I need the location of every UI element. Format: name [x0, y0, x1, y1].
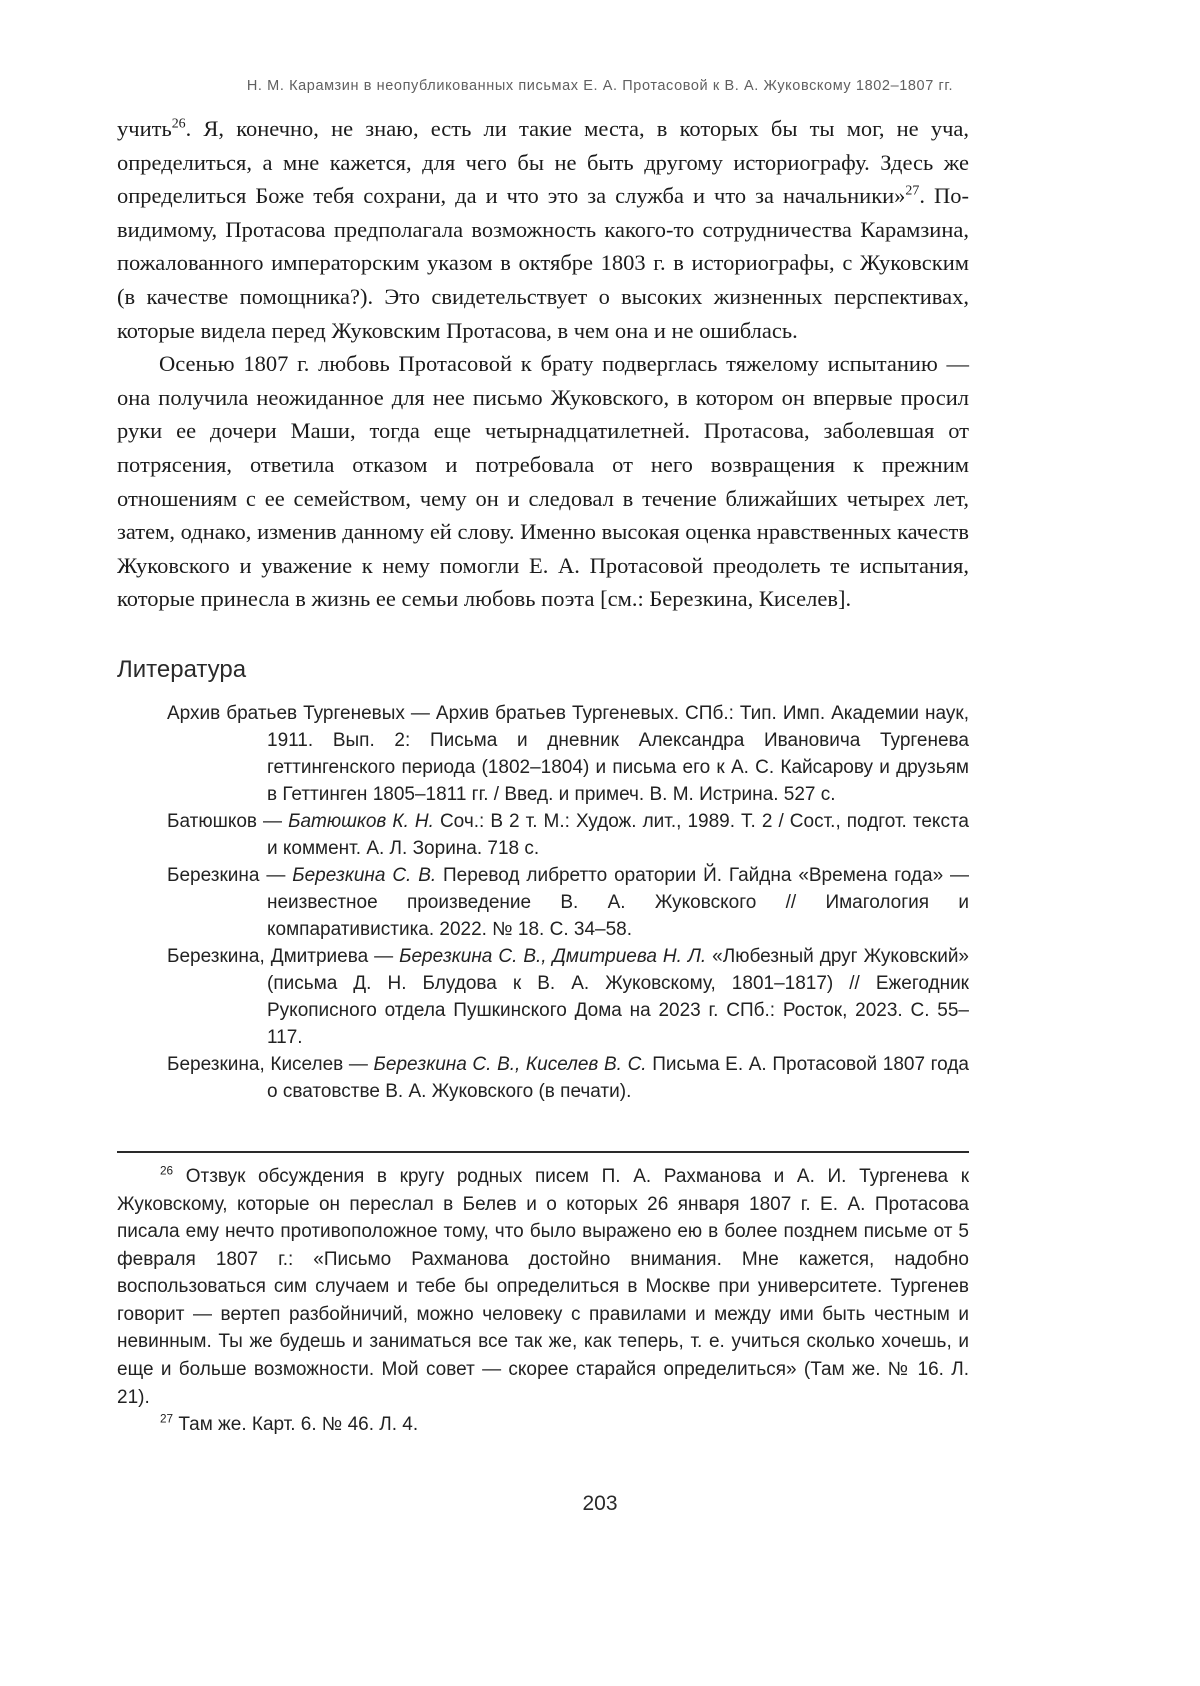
bib-entry-text: «Любезный друг Жуковский» (письма Д. Н. Блудова к В. А. Жуковскому, 1801–1817) // Ежегодник Рукописного отдела Пушкинского Дома на 2023 г. СПб.: Росток, 2023. С. 55–117.	[267, 945, 969, 1048]
paragraph-continuation	[117, 112, 969, 347]
bibliography-entry	[117, 808, 969, 862]
bib-entry-text: Соч.: В 2 т. М.: Худож. лит., 1989. Т. 2 / Сост., подгот. текста и коммент. А. Л. Зорина. 718 с.	[267, 810, 970, 859]
body-text: . По-видимому, Протасова предполагала возможность какого-то сотрудничества Карамзина, пожалованного императорским указом в октябре 1803 г. в историографы, с Жуковским (в качестве помощника?). Это свидетельствует о высоких жизненных перспективах, которые видела перед Жуковским Протасова, в чем она и не ошиблась.	[117, 183, 969, 343]
footnote-text: Там же. Карт. 6. № 46. Л. 4.	[178, 1414, 419, 1436]
footnote-26	[117, 1163, 969, 1411]
bib-entry-label: Березкина, Дмитриева —	[167, 945, 400, 967]
bib-entry-label: Архив братьев Тургеневых — Архив братьев Тургеневых. СПб.: Тип. Имп. Академии наук, 1911. Вып. 2: Письма и дневник Александра Ивановича Тургенева геттингенского периода (1802–1804) и письма его к А. С. Кайсарову и друзьям в Геттинген 1805–1811 гг. / Введ. и примеч. В. М. Истрина. 527 с.	[167, 702, 969, 805]
bib-entry-label: Батюшков —	[167, 810, 289, 832]
bibliography-list	[117, 700, 969, 1105]
footnote-ref-26: 26	[171, 116, 186, 132]
footnote-number: 27	[160, 1412, 174, 1426]
bib-entry-authors: Березкина С. В., Киселев В. С.	[373, 1053, 647, 1075]
body-text: учить	[117, 116, 172, 141]
running-header: Н. М. Карамзин в неопубликованных письмах Е. А. Протасовой к В. А. Жуковскому 1802–1807 гг.	[246, 78, 954, 94]
bib-entry-authors: Батюшков К. Н.	[288, 810, 434, 832]
paragraph: Осенью 1807 г. любовь Протасовой к брату подверглась тяжелому испытанию — она получила неожиданное для нее письмо Жуковского, в котором он впервые просил руки ее дочери Маши, тогда еще четырнадцатилетней. Протасова, заболевшая от потрясения, ответила отказом и потребовала от него возвращения к прежним отношениям с ее семейством, чему он и следовал в течение ближайших четырех лет, затем, однако, изменив данному ей слову. Именно высокая оценка нравственных качеств Жуковского и уважение к нему помогли Е. А. Протасовой преодолеть те испытания, которые принесла в жизнь ее семьи любовь поэта [см.: Березкина, Киселев].	[117, 351, 969, 612]
page-number: 203	[582, 1492, 618, 1515]
body-text: . Я, конечно, не знаю, есть ли такие места, в которых бы ты мог, не уча, определиться, а мне кажется, для чего бы не быть другому историографу. Здесь же определиться Боже тебя сохрани, да и что это за служба и что за начальники»	[117, 116, 969, 209]
bibliography-entry	[117, 862, 969, 943]
footnote-number: 26	[160, 1164, 174, 1178]
bib-entry-text: Перевод либретто оратории Й. Гайдна «Времена года» — неизвестное произведение В. А. Жуковского // Имагология и компаративистика. 2022. № 18. С. 34–58.	[267, 864, 970, 940]
footnote-27	[117, 1411, 969, 1439]
bibliography-entry	[117, 700, 969, 808]
footnote-text: Отзвук обсуждения в кругу родных писем П. А. Рахманова и А. И. Тургенева к Жуковскому, которые он переслал в Белев и о которых 26 января 1807 г. Е. А. Протасова писала ему нечто противоположное тому, что было выражено ею в более позднем письме от 5 февраля 1807 г.: «Письмо Рахманова достойно внимания. Мне кажется, надобно воспользоваться сим случаем и тебе бы определиться в Москве при университете. Тургенев говорит — вертеп разбойничий, можно человеку с правилами и между ими быть честным и невинным. Ты же будешь и заниматься все так же, как теперь, т. е. учиться сколько хочешь, и еще и больше возможности. Мой совет — скорее старайся определиться» (Там же. № 16. Л. 21).	[117, 1165, 970, 1408]
bib-entry-label: Березкина, Киселев —	[167, 1053, 374, 1075]
bib-entry-authors: Березкина С. В., Дмитриева Н. Л.	[399, 945, 707, 967]
bib-entry-text: Письма Е. А. Протасовой 1807 года о сватовстве В. А. Жуковского (в печати).	[267, 1053, 969, 1102]
footnotes-section	[117, 1163, 969, 1439]
bib-entry-authors: Березкина С. В.	[292, 864, 437, 886]
footnote-separator-rule	[117, 1151, 969, 1153]
literature-heading: Литература	[117, 655, 247, 683]
page-content	[117, 112, 969, 1439]
bibliography-entry	[117, 943, 969, 1051]
footnote-ref-27: 27	[905, 183, 920, 199]
bibliography-entry	[117, 1051, 969, 1105]
bib-entry-label: Березкина —	[167, 864, 293, 886]
